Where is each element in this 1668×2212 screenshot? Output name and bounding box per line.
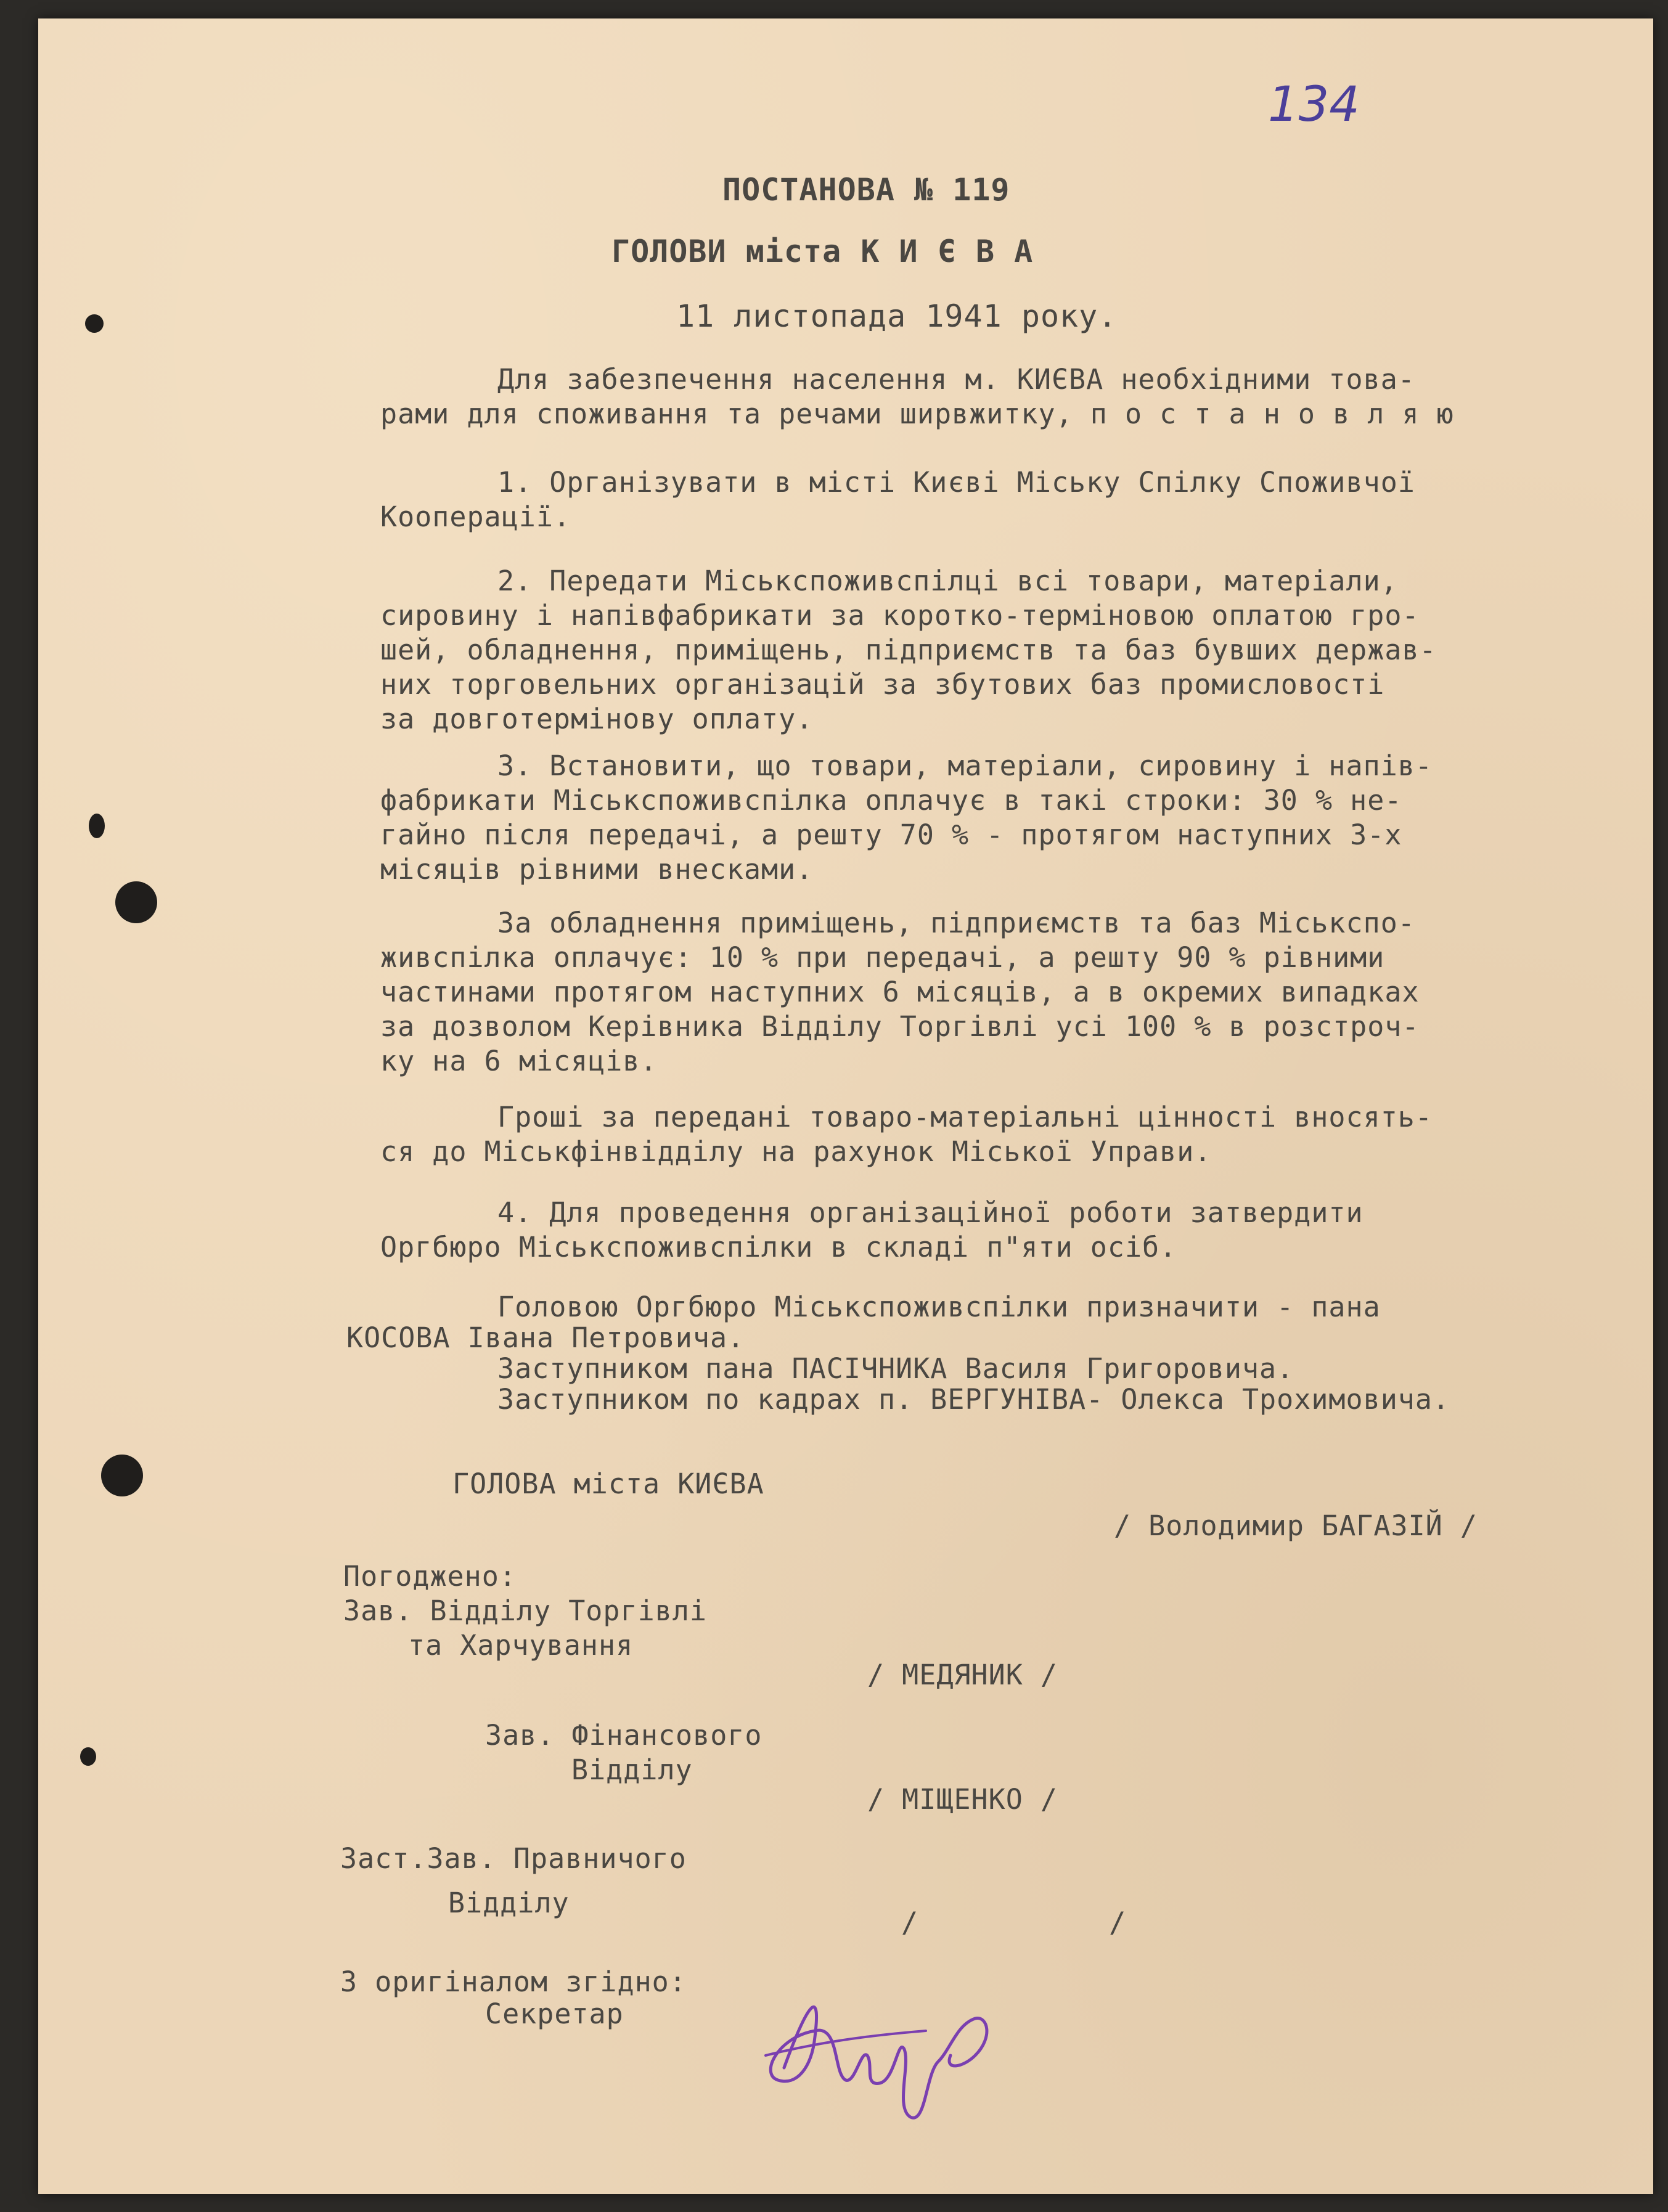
item-2-line: них торговельних організацій за збутових баз промисловості <box>380 668 1385 701</box>
item-2-line: шей, обладнення, приміщень, підприємств та баз бувших держав- <box>380 634 1437 666</box>
item-3-line: гайно після передачі, а решту 70 % - протягом наступних 3-х <box>380 818 1402 851</box>
finance-dept-title: Зав. Фінансового <box>485 1719 762 1752</box>
resolution-date: 11 листопада 1941 року. <box>676 298 1118 334</box>
equipment-payment-line: ку на 6 місяців. <box>380 1045 658 1077</box>
appointment-line: КОСОВА Івана Петровича. <box>346 1321 745 1354</box>
equipment-payment-line: за дозволом Керівника Відділу Торгівлі усі 100 % в розстроч- <box>380 1010 1420 1043</box>
legal-dept-signer: / / <box>901 1906 1127 1939</box>
item-4-line: Оргбюро Міськспоживспілки в складі п"яти осіб. <box>380 1231 1177 1263</box>
item-3-line: місяців рівними внесками. <box>380 853 814 886</box>
item-3-line: 3. Встановити, що товари, матеріали, сировину і напів- <box>497 749 1433 782</box>
resolution-subtitle: ГОЛОВИ міста К И Є В А <box>611 234 1034 269</box>
binder-hole <box>85 314 104 333</box>
head-name: / Володимир БАГАЗІЙ / <box>1114 1509 1478 1542</box>
binder-hole <box>89 814 105 838</box>
item-2-line: 2. Передати Міськспоживспілці всі товари, матеріали, <box>497 565 1398 597</box>
binder-hole <box>101 1455 143 1496</box>
equipment-payment-line: За обладнення приміщень, підприємств та баз Міськспо- <box>497 907 1415 939</box>
item-3-line: фабрикати Міськспоживспілка оплачує в такі строки: 30 % не- <box>380 784 1402 817</box>
finance-dept-signer: / МІЩЕНКО / <box>867 1783 1058 1816</box>
appointment-line: Заступником по кадрах п. ВЕРГУНІВА- Олекса Трохимовича. <box>497 1383 1450 1416</box>
agreed-label: Погоджено: <box>343 1560 517 1593</box>
intro-line: рами для споживання та речами ширвжитку, п о с т а н о в л я ю <box>380 398 1454 430</box>
certified-line: Секретар <box>485 1998 624 2030</box>
folio-number: 134 <box>1268 77 1360 133</box>
head-title: ГОЛОВА міста КИЄВА <box>452 1467 764 1500</box>
resolution-title: ПОСТАНОВА № 119 <box>722 172 1010 208</box>
finance-dept-title: Відділу <box>571 1753 693 1786</box>
document-page <box>38 18 1653 2194</box>
intro-line: Для забезпечення населення м. КИЄВА необхідними това- <box>497 363 1415 396</box>
item-4-line: 4. Для проведення організаційної роботи затвердити <box>497 1196 1363 1229</box>
item-2-line: за довготермінову оплату. <box>380 703 814 735</box>
binder-hole <box>80 1747 96 1766</box>
legal-dept-title: Відділу <box>448 1887 570 1919</box>
item-1-line: Кооперації. <box>380 500 571 533</box>
appointment-line: Головою Оргбюро Міськспоживспілки призначити - пана <box>497 1291 1381 1323</box>
money-transfer-line: ся до Міськфінвідділу на рахунок Міської Управи. <box>380 1135 1212 1168</box>
money-transfer-line: Гроші за передані товаро-матеріальні цінності вносять- <box>497 1101 1433 1133</box>
secretary-signature <box>741 1963 1024 2136</box>
item-1-line: 1. Організувати в місті Києві Міську Спілку Споживчої <box>497 466 1415 499</box>
legal-dept-title: Заст.Зав. Правничого <box>340 1842 687 1875</box>
trade-dept-title: Зав. Відділу Торгівлі <box>343 1594 707 1627</box>
item-2-line: сировину і напівфабрикати за коротко-терміновою оплатою гро- <box>380 599 1420 632</box>
trade-dept-signer: / МЕДЯНИК / <box>867 1659 1058 1691</box>
equipment-payment-line: живспілка оплачує: 10 % при передачі, а решту 90 % рівними <box>380 941 1385 974</box>
binder-hole <box>115 881 157 923</box>
equipment-payment-line: частинами протягом наступних 6 місяців, а в окремих випадках <box>380 976 1420 1008</box>
appointment-line: Заступником пана ПАСІЧНИКА Василя Григоровича. <box>497 1352 1294 1385</box>
certified-line: З оригіналом згідно: <box>340 1965 687 1998</box>
trade-dept-title: та Харчування <box>408 1629 634 1662</box>
